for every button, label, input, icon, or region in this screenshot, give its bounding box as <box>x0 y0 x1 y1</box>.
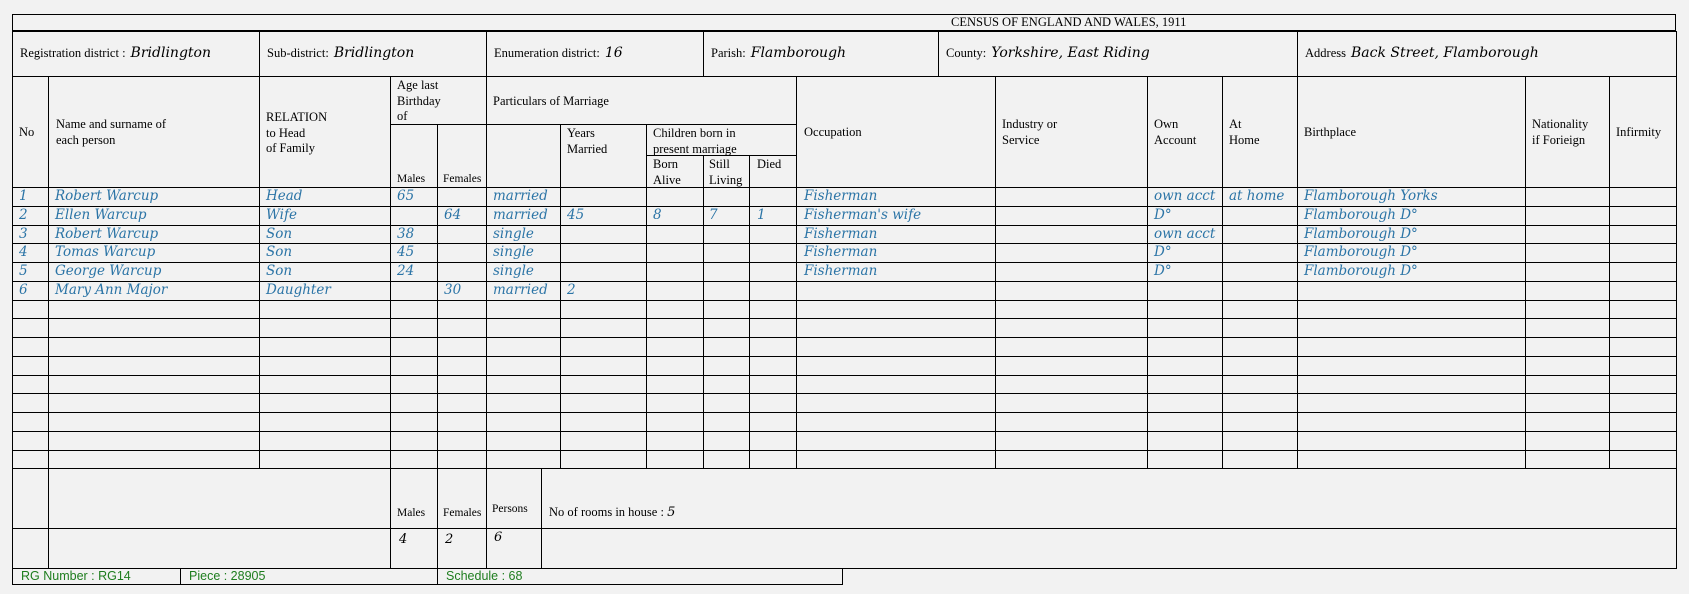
registration-district-field <box>20 45 211 61</box>
row-rule <box>12 468 1677 469</box>
cell-birthplace: Flamborough D° <box>1304 263 1418 279</box>
row-rule <box>12 375 1677 376</box>
cell-male-age: 65 <box>397 188 415 204</box>
cell-occupation: Fisherman <box>804 244 878 261</box>
cell-name: Ellen Warcup <box>55 206 147 223</box>
col-header-years-married: Years Married <box>567 126 608 156</box>
cell-no: 3 <box>19 225 28 242</box>
cell-name: George Warcup <box>55 263 162 279</box>
cell-name: Tomas Warcup <box>55 244 156 261</box>
header-bottom-rule <box>12 76 1677 77</box>
address-field <box>1305 45 1539 61</box>
totals-persons-label: Persons <box>492 503 528 515</box>
header-divider <box>12 31 13 77</box>
sub-district-label: Sub-district: <box>267 46 329 60</box>
col-header-own-account: Own Account <box>1154 117 1197 147</box>
totals-divider <box>12 468 13 569</box>
cell-years: 2 <box>567 281 576 298</box>
registration-district-value: Bridlington <box>130 45 211 61</box>
footer-divider <box>12 568 13 585</box>
cell-own-account: D° <box>1154 244 1172 261</box>
row-rule <box>12 281 1677 282</box>
cell-relation: Son <box>266 244 293 261</box>
cell-died: 1 <box>757 206 766 223</box>
rg-number: RG Number : RG14 <box>21 569 131 583</box>
column-divider <box>437 124 438 469</box>
col-header-nationality: Nationality if Forieign <box>1532 117 1589 147</box>
rooms-in-house <box>549 505 675 520</box>
column-divider <box>646 124 647 469</box>
cell-marital: single <box>493 225 534 242</box>
cell-occupation: Fisherman <box>804 188 878 204</box>
cell-no: 5 <box>19 263 28 279</box>
enumeration-district-label: Enumeration district: <box>494 46 600 60</box>
cell-born-alive: 8 <box>653 206 662 223</box>
county-value: Yorkshire, East Riding <box>991 45 1150 61</box>
totals-females-value: 2 <box>445 532 454 547</box>
col-header-infirmity: Infirmity <box>1616 125 1662 139</box>
totals-females-label: Females <box>443 507 482 519</box>
totals-persons-value: 6 <box>494 530 503 545</box>
totals-divider <box>437 468 438 569</box>
col-header-children: Children born in present marriage <box>653 126 737 156</box>
totals-mid-rule <box>12 528 1677 529</box>
header-divider <box>259 31 260 77</box>
totals-divider <box>541 468 542 569</box>
column-divider <box>995 76 996 469</box>
column-divider <box>796 76 797 469</box>
rooms-label: No of rooms in house : <box>549 505 664 519</box>
cell-relation: Daughter <box>266 281 331 298</box>
county-label: County: <box>946 46 987 60</box>
totals-divider <box>390 468 391 569</box>
parish-field <box>711 45 846 61</box>
cell-female-age: 64 <box>444 206 462 223</box>
column-divider <box>390 76 391 469</box>
cell-marital: married <box>493 188 548 204</box>
col-header-name: Name and surname of each person <box>56 117 167 147</box>
column-divider <box>1222 76 1223 469</box>
enumeration-district-field <box>494 45 623 61</box>
col-header-still-living: Still Living <box>709 157 743 187</box>
footer-bottom-rule <box>12 584 843 585</box>
census-title: CENSUS OF ENGLAND AND WALES, 1911 <box>951 15 1187 29</box>
row-rule <box>12 356 1677 357</box>
rooms-value: 5 <box>667 505 676 520</box>
cell-name: Mary Ann Major <box>55 281 168 298</box>
footer-divider <box>842 568 843 585</box>
col-header-born-alive: Born Alive <box>653 157 681 187</box>
totals-divider <box>1676 468 1677 569</box>
cell-no: 1 <box>19 188 28 204</box>
column-divider <box>1609 76 1610 469</box>
cell-relation: Head <box>266 188 303 204</box>
cell-occupation: Fisherman's wife <box>804 206 922 223</box>
cell-male-age: 24 <box>397 263 415 279</box>
totals-males-label: Males <box>397 507 426 519</box>
row-rule <box>12 412 1677 413</box>
schedule-number: Schedule : 68 <box>446 569 523 583</box>
row-rule <box>12 300 1677 301</box>
column-divider <box>1147 76 1148 469</box>
cell-relation: Wife <box>266 206 297 223</box>
col-header-males: Males <box>397 173 426 185</box>
cell-no: 2 <box>19 206 28 223</box>
cell-birthplace: Flamborough D° <box>1304 244 1418 261</box>
cell-marital: married <box>493 281 548 298</box>
column-divider <box>749 155 750 469</box>
col-header-females: Females <box>443 173 482 185</box>
piece-number: Piece : 28905 <box>189 569 266 583</box>
column-divider <box>703 155 704 469</box>
header-divider <box>938 31 939 77</box>
footer-divider <box>180 568 181 585</box>
cell-relation: Son <box>266 225 293 242</box>
cell-years: 45 <box>567 206 585 223</box>
col-header-industry: Industry or Service <box>1002 117 1058 147</box>
column-divider <box>12 76 13 469</box>
cell-name: Robert Warcup <box>55 188 159 204</box>
sub-district-field <box>267 45 414 61</box>
parish-label: Parish: <box>711 46 746 60</box>
row-rule <box>12 337 1677 338</box>
enumeration-district-value: 16 <box>604 45 623 61</box>
cell-male-age: 38 <box>397 225 415 242</box>
cell-still-living: 7 <box>709 206 718 223</box>
cell-at-home: at home <box>1229 188 1285 204</box>
cell-male-age: 45 <box>397 244 415 261</box>
cell-no: 6 <box>19 281 28 298</box>
column-divider <box>48 76 49 469</box>
column-divider <box>560 124 561 469</box>
column-divider <box>486 76 487 469</box>
column-divider <box>1525 76 1526 469</box>
row-rule <box>12 450 1677 451</box>
cell-marital: single <box>493 244 534 261</box>
sub-district-value: Bridlington <box>333 45 415 61</box>
totals-divider <box>486 468 487 569</box>
cell-birthplace: Flamborough D° <box>1304 225 1418 242</box>
address-label: Address <box>1305 46 1346 60</box>
col-header-at-home: At Home <box>1229 117 1260 147</box>
cell-name: Robert Warcup <box>55 225 159 242</box>
cell-occupation: Fisherman <box>804 225 878 242</box>
row-rule <box>12 393 1677 394</box>
header-top-rule <box>12 31 1677 32</box>
marriage-sub-rule <box>486 124 797 125</box>
cell-birthplace: Flamborough Yorks <box>1304 188 1438 204</box>
col-header-relation: RELATION to Head of Family <box>266 110 328 155</box>
cell-own-account: D° <box>1154 206 1172 223</box>
totals-divider <box>48 468 49 569</box>
cell-occupation: Fisherman <box>804 263 878 279</box>
address-value: Back Street, Flamborough <box>1350 45 1539 61</box>
parish-value: Flamborough <box>750 45 847 61</box>
row-rule <box>12 318 1677 319</box>
cell-marital: married <box>493 206 548 223</box>
column-divider <box>1676 76 1677 469</box>
col-header-age: Age last Birthday of <box>397 78 441 123</box>
totals-males-value: 4 <box>399 532 408 547</box>
column-divider <box>1297 76 1298 469</box>
cell-own-account: own acct <box>1154 188 1216 204</box>
cell-own-account: D° <box>1154 263 1172 279</box>
col-header-no: No <box>19 125 35 139</box>
title-bar <box>12 14 1676 31</box>
col-header-marriage: Particulars of Marriage <box>493 94 609 108</box>
header-divider <box>1297 31 1298 77</box>
row-rule <box>12 431 1677 432</box>
cell-birthplace: Flamborough D° <box>1304 206 1418 223</box>
cell-relation: Son <box>266 263 293 279</box>
col-header-occupation: Occupation <box>804 125 862 139</box>
footer-divider <box>437 568 438 585</box>
cell-marital: single <box>493 263 534 279</box>
col-header-birthplace: Birthplace <box>1304 125 1357 139</box>
county-field <box>946 45 1150 61</box>
col-header-died: Died <box>757 157 782 171</box>
cell-no: 4 <box>19 244 28 261</box>
header-divider <box>1676 31 1677 77</box>
cell-own-account: own acct <box>1154 225 1216 242</box>
column-divider <box>259 76 260 469</box>
header-divider <box>486 31 487 77</box>
registration-district-label: Registration district : <box>20 46 126 60</box>
cell-female-age: 30 <box>444 281 462 298</box>
header-divider <box>703 31 704 77</box>
